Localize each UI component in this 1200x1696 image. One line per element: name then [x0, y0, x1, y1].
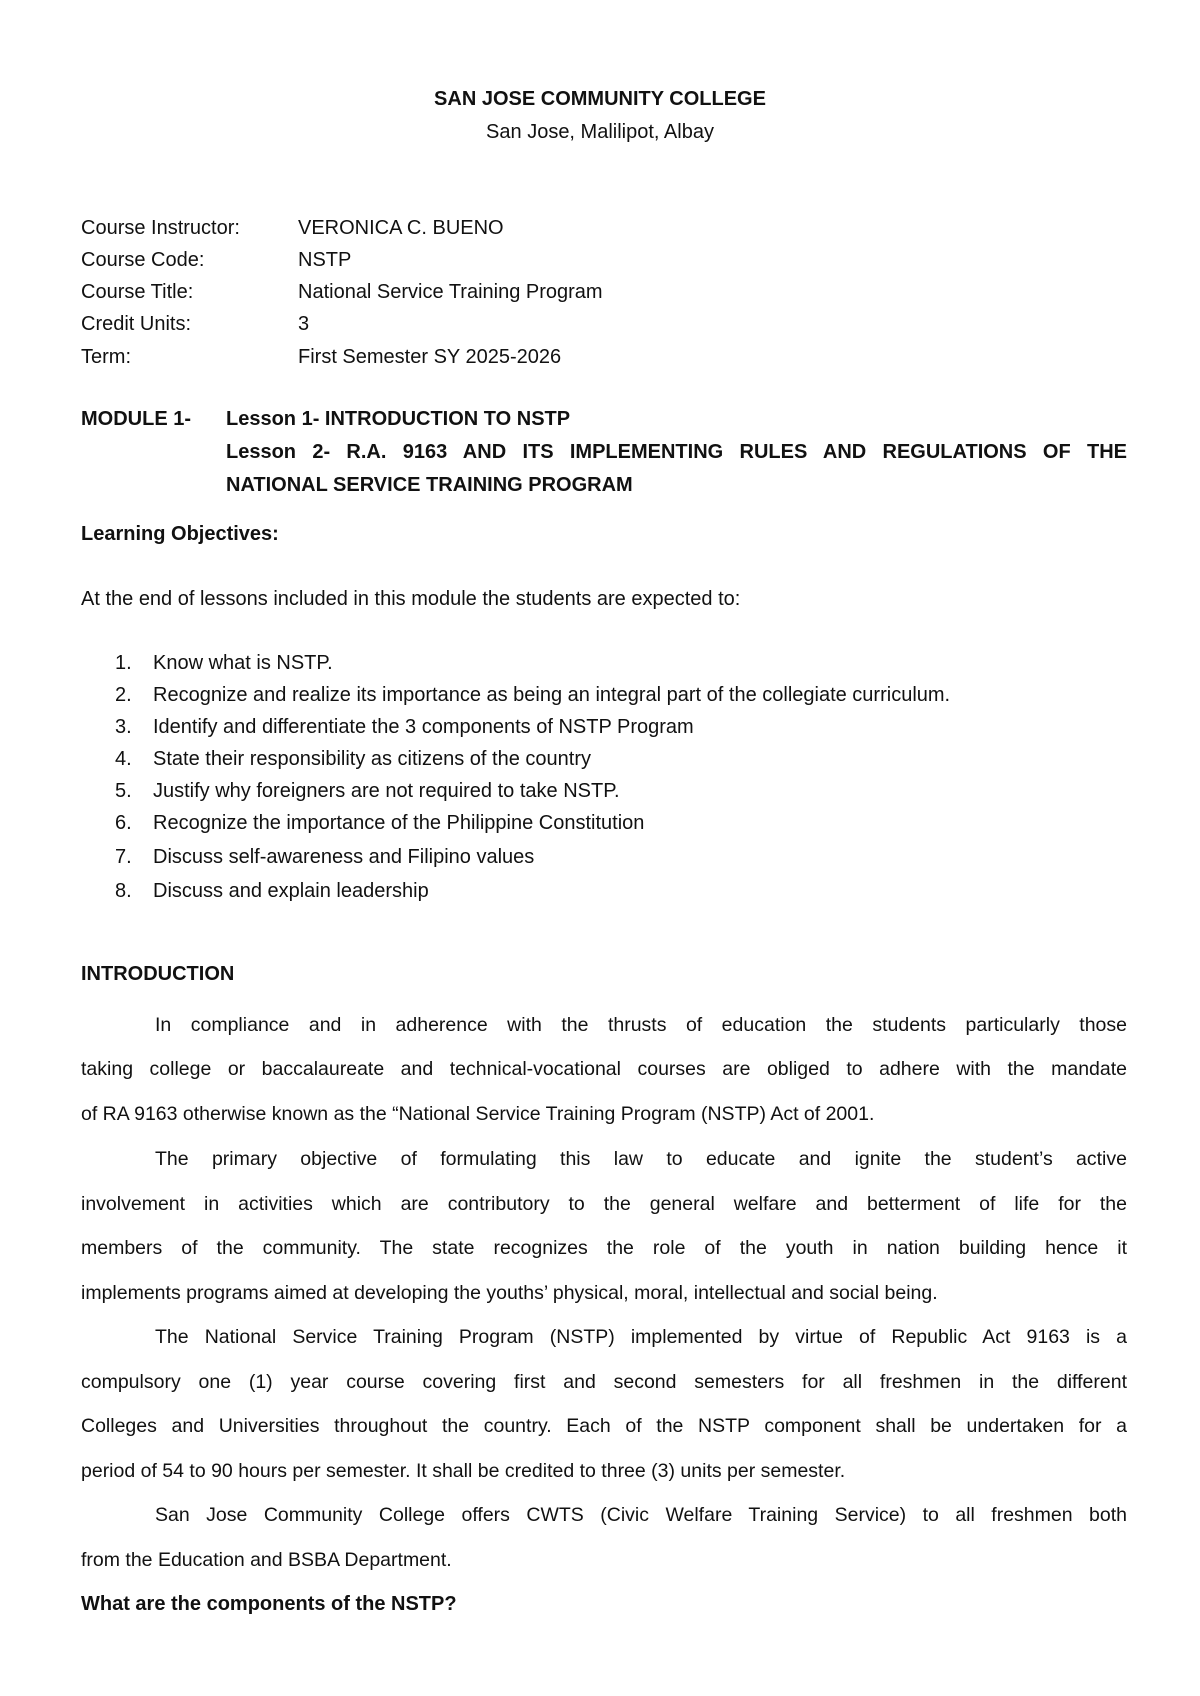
introduction-heading: INTRODUCTION	[81, 963, 235, 985]
paragraph-line: The National Service Training Program (NSTP) implemented by virtue of Republic Act 9163 is a	[155, 1326, 1127, 1348]
list-item: Justify why foreigners are not required to take NSTP.	[153, 780, 620, 802]
list-item-number: 1.	[115, 652, 132, 674]
module-label: MODULE 1-	[81, 408, 191, 430]
list-item: Identify and differentiate the 3 components of NSTP Program	[153, 716, 694, 738]
paragraph-line: compulsory one (1) year course covering first and second semesters for all freshmen in the different	[81, 1371, 1127, 1393]
course-info-value: VERONICA C. BUENO	[298, 217, 504, 239]
list-item: Recognize the importance of the Philippine Constitution	[153, 812, 645, 834]
course-info-label: Course Code:	[81, 249, 205, 271]
list-item: Discuss self-awareness and Filipino values	[153, 846, 535, 868]
paragraph-line: involvement in activities which are contributory to the general welfare and betterment of life for the	[81, 1193, 1127, 1215]
list-item: Know what is NSTP.	[153, 652, 333, 674]
course-info-value: National Service Training Program	[298, 281, 603, 303]
paragraph-line: implements programs aimed at developing the youths’ physical, moral, intellectual and social being.	[81, 1282, 938, 1304]
paragraph-line: members of the community. The state recognizes the role of the youth in nation building hence it	[81, 1237, 1127, 1259]
course-info-value: 3	[298, 313, 310, 335]
components-question-heading: What are the components of the NSTP?	[81, 1593, 457, 1615]
paragraph-line: San Jose Community College offers CWTS (Civic Welfare Training Service) to all freshmen both	[155, 1504, 1127, 1526]
course-info-value: NSTP	[298, 249, 352, 271]
paragraph-line: period of 54 to 90 hours per semester. It shall be credited to three (3) units per semester.	[81, 1460, 846, 1482]
college-name: SAN JOSE COMMUNITY COLLEGE	[434, 88, 766, 110]
list-item-number: 8.	[115, 880, 132, 902]
paragraph-line: of RA 9163 otherwise known as the “National Service Training Program (NSTP) Act of 2001.	[81, 1103, 875, 1125]
paragraph-line: from the Education and BSBA Department.	[81, 1549, 452, 1571]
list-item: Discuss and explain leadership	[153, 880, 429, 902]
course-info-label: Term:	[81, 346, 131, 368]
list-item-number: 5.	[115, 780, 132, 802]
list-item: State their responsibility as citizens of the country	[153, 748, 591, 770]
paragraph-line: taking college or baccalaureate and technical-vocational courses are obliged to adhere with the mandate	[81, 1058, 1127, 1080]
list-item-number: 7.	[115, 846, 132, 868]
list-item-number: 4.	[115, 748, 132, 770]
college-address: San Jose, Malilipot, Albay	[486, 121, 714, 143]
list-item-number: 3.	[115, 716, 132, 738]
course-info-label: Course Title:	[81, 281, 194, 303]
paragraph-line: The primary objective of formulating this law to educate and ignite the student’s active	[155, 1148, 1127, 1170]
lesson-1-title: Lesson 1- INTRODUCTION TO NSTP	[226, 408, 571, 430]
list-item: Recognize and realize its importance as being an integral part of the collegiate curriculum.	[153, 684, 951, 706]
course-info-label: Credit Units:	[81, 313, 192, 335]
lesson-2-title-continued: NATIONAL SERVICE TRAINING PROGRAM	[226, 474, 633, 496]
course-info-label: Course Instructor:	[81, 217, 240, 239]
list-item-number: 2.	[115, 684, 132, 706]
paragraph-line: Colleges and Universities throughout the country. Each of the NSTP component shall be undertaken for a	[81, 1415, 1127, 1437]
paragraph-line: In compliance and in adherence with the thrusts of education the students particularly those	[155, 1014, 1127, 1036]
lesson-2-title: Lesson 2- R.A. 9163 AND ITS IMPLEMENTING RULES AND REGULATIONS OF THE	[226, 441, 1127, 463]
course-info-value: First Semester SY 2025-2026	[298, 346, 562, 368]
list-item-number: 6.	[115, 812, 132, 834]
objectives-intro: At the end of lessons included in this module the students are expected to:	[81, 588, 741, 610]
learning-objectives-heading: Learning Objectives:	[81, 523, 279, 545]
